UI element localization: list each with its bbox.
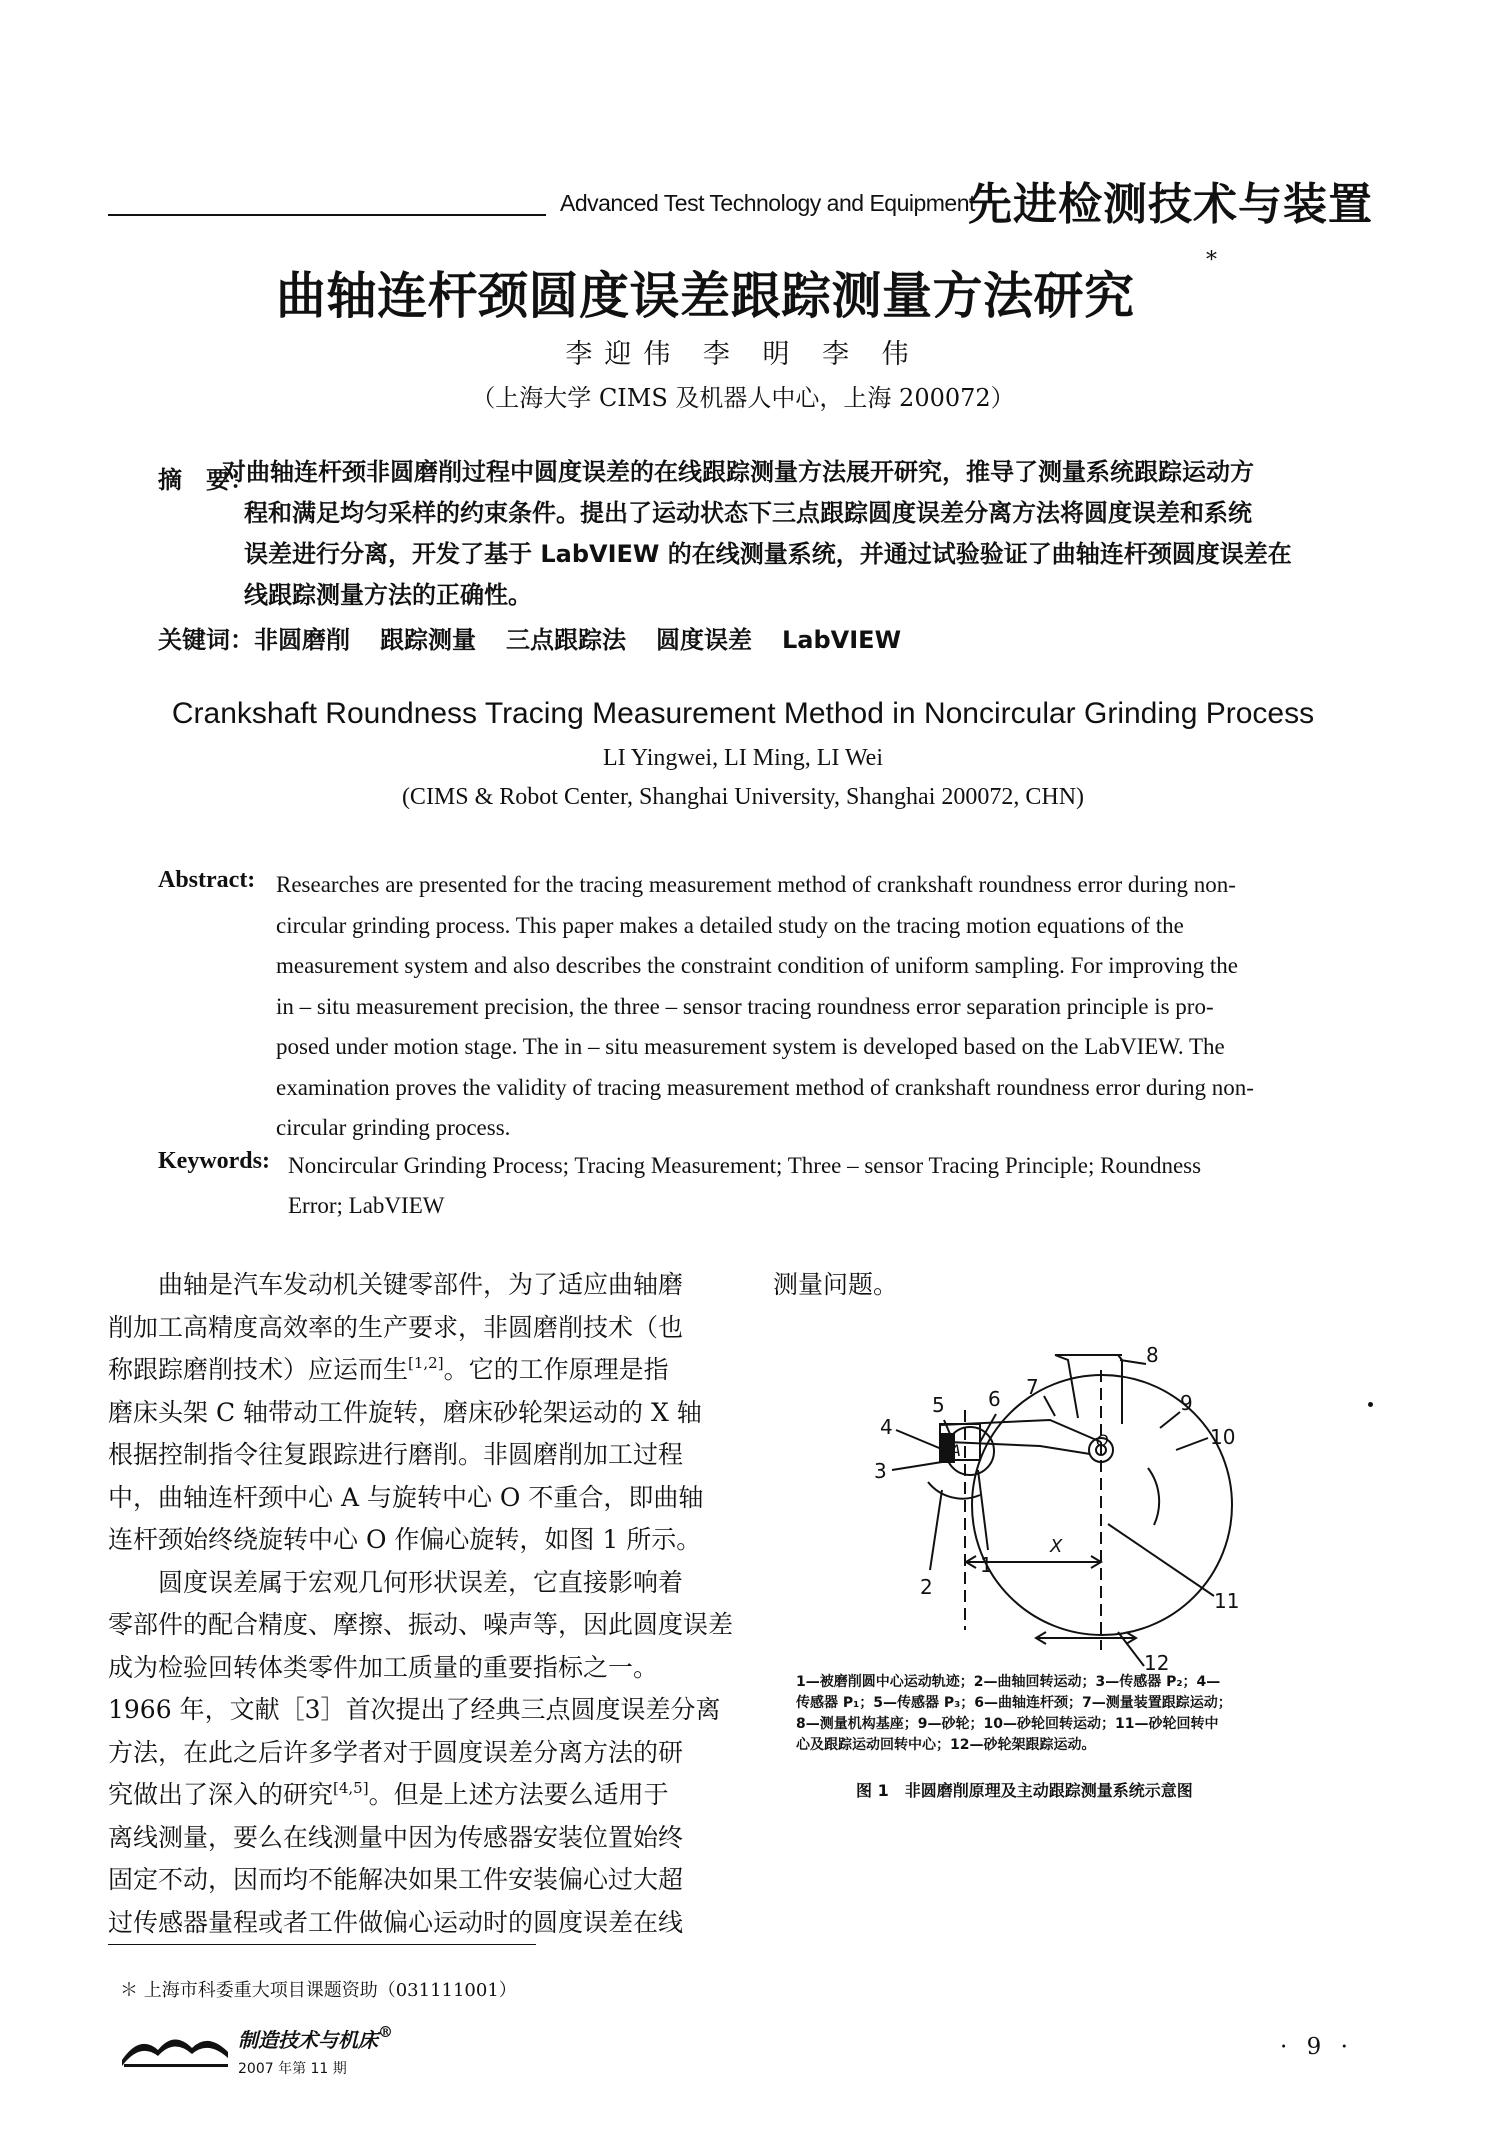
title-footnote-mark: * bbox=[1206, 248, 1217, 273]
footnote: ＊ 上海市科委重大项目课题资助（031111001） bbox=[120, 1980, 517, 2001]
keyword-cn: 三点跟踪法 bbox=[506, 626, 626, 654]
tracing-arm-lower bbox=[948, 1442, 1090, 1454]
body-line: 削加工高精度高效率的生产要求，非圆磨削技术（也 bbox=[108, 1312, 684, 1342]
section-title-en: Advanced Test Technology and Equipment bbox=[560, 190, 975, 216]
keyword-cn: LabVIEW bbox=[782, 626, 902, 654]
leader-7 bbox=[1044, 1396, 1055, 1416]
wheel-rotation-arc bbox=[1148, 1468, 1159, 1525]
journal-mark: ® bbox=[378, 2023, 393, 2041]
figure-axis-x: X bbox=[1050, 1536, 1063, 1557]
leader-1 bbox=[978, 1470, 988, 1550]
affiliation-cn: （上海大学 CIMS 及机器人中心，上海 200072） bbox=[471, 384, 1015, 412]
figure-legend-line: 1—被磨削圆中心运动轨迹；2—曲轴回转运动；3—传感器 P₂；4— bbox=[796, 1674, 1221, 1690]
leader-9 bbox=[1160, 1412, 1180, 1428]
figure-label-8: 8 bbox=[1146, 1343, 1159, 1367]
body-line: 测量问题。 bbox=[773, 1270, 899, 1299]
abstract-en-line: Researches are presented for the tracing measurement method of crankshaft roundness error during non- bbox=[276, 872, 1236, 897]
leader-10 bbox=[1176, 1438, 1208, 1450]
body-line: 中，曲轴连杆颈中心 A 与旋转中心 O 不重合，即曲轴 bbox=[108, 1482, 704, 1512]
journal-issue: 2007 年第 11 期 bbox=[238, 2061, 347, 2077]
body-line: 离线测量，要么在线测量中因为传感器安装位置始终 bbox=[108, 1822, 684, 1852]
keyword-cn: 圆度误差 bbox=[656, 626, 752, 654]
leader-4 bbox=[896, 1430, 944, 1450]
leader-6 bbox=[980, 1414, 996, 1442]
body-line: 1966 年，文献［3］首次提出了经典三点圆度误差分离 bbox=[108, 1695, 721, 1724]
figure-legend-line: 传感器 P₁；5—传感器 P₃；6—曲轴连杆颈；7—测量装置跟踪运动； bbox=[796, 1695, 1232, 1711]
figure-label-4: 4 bbox=[880, 1415, 893, 1439]
figure-caption: 图 1 非圆磨削原理及主动跟踪测量系统示意图 bbox=[856, 1781, 1193, 1800]
keywords-cn-label: 关键词： bbox=[158, 626, 254, 654]
abstract-en-line: measurement system and also describes the constraint condition of uniform sampling. For improving the bbox=[276, 953, 1238, 978]
keywords-en-label: Keywords: bbox=[158, 1148, 270, 1174]
body-line: 磨床头架 C 轴带动工件旋转，磨床砂轮架运动的 X 轴 bbox=[108, 1397, 702, 1427]
keywords-en-line: Error; LabVIEW bbox=[288, 1193, 445, 1218]
body-line: 固定不动，因而均不能解决如果工件安装偏心过大超 bbox=[108, 1865, 684, 1894]
abstract-en-label: Abstract: bbox=[158, 867, 256, 893]
figure-label-5: 5 bbox=[932, 1393, 945, 1417]
journal-name-text: 制造技术与机床 bbox=[238, 2028, 378, 2052]
body-line: 连杆颈始终绕旋转中心 O 作偏心旋转，如图 1 所示。 bbox=[108, 1525, 702, 1554]
abstract-cn-line: 误差进行分离，开发了基于 LabVIEW 的在线测量系统，并通过试验验证了曲轴连杆颈圆度误差在 bbox=[244, 540, 1292, 568]
body-text: 称跟踪磨削技术）应运而生 bbox=[108, 1355, 409, 1384]
figure-label-2: 2 bbox=[920, 1575, 933, 1599]
abstract-cn-line: 程和满足均匀采样的约束条件。提出了运动状态下三点跟踪圆度误差分离方法将圆度误差和系统 bbox=[244, 499, 1252, 527]
abstract-en bbox=[276, 865, 1386, 1149]
abstract-cn-line: 线跟踪测量方法的正确性。 bbox=[244, 581, 532, 609]
scan-dot bbox=[1368, 1402, 1373, 1407]
authors-cn: 李迎伟 李 明 李 伟 bbox=[565, 339, 921, 370]
leader-2 bbox=[930, 1490, 942, 1570]
keyword-cn: 非圆磨削 bbox=[254, 626, 350, 654]
figure-diagram bbox=[800, 1330, 1250, 1670]
figure-legend bbox=[796, 1672, 1376, 1756]
body-text: 。它的工作原理是指 bbox=[443, 1355, 669, 1384]
figure-point-a: A bbox=[950, 1441, 961, 1460]
figure-label-3: 3 bbox=[874, 1459, 887, 1483]
paper-title-cn: 曲轴连杆颈圆度误差跟踪测量方法研究 bbox=[276, 267, 1135, 325]
figure-label-1: 1 bbox=[980, 1553, 993, 1577]
figure-label-11: 11 bbox=[1214, 1589, 1240, 1613]
paper-title-en: Crankshaft Roundness Tracing Measurement Method in Noncircular Grinding Process bbox=[171, 697, 1315, 730]
body-text: 。但是上述方法要么适用于 bbox=[368, 1780, 669, 1809]
body-right-column bbox=[773, 1264, 898, 1307]
abstract-cn bbox=[222, 452, 1384, 616]
abstract-en-line: posed under motion stage. The in – situ measurement system is developed based on the LabVIEW. The bbox=[276, 1034, 1225, 1059]
section-title-cn: 先进检测技术与装置 bbox=[968, 179, 1373, 230]
abstract-en-line: in – situ measurement precision, the three – sensor tracing roundness error separation principle is pro- bbox=[276, 993, 1214, 1019]
body-left-column bbox=[108, 1264, 734, 1944]
measuring-base bbox=[1055, 1355, 1122, 1424]
figure-label-10: 10 bbox=[1210, 1425, 1236, 1449]
keyword-cn: 跟踪测量 bbox=[380, 626, 476, 654]
journal-name bbox=[238, 2024, 393, 2053]
body-line: 圆度误差属于宏观几何形状误差，它直接影响着 bbox=[158, 1567, 684, 1597]
leader-5 bbox=[944, 1420, 950, 1434]
keywords-en-line: Noncircular Grinding Process; Tracing Measurement; Three – sensor Tracing Principle; Roundness bbox=[288, 1153, 1202, 1178]
keywords-en bbox=[288, 1146, 1388, 1226]
leader-8 bbox=[1120, 1360, 1146, 1364]
body-line bbox=[108, 1349, 728, 1392]
abstract-en-line: circular grinding process. bbox=[276, 1115, 511, 1140]
body-line: 成为检验回转体类零件加工质量的重要指标之一。 bbox=[108, 1652, 659, 1682]
citation: [4,5] bbox=[333, 1779, 369, 1797]
body-line: 根据控制指令往复跟踪进行磨削。非圆磨削加工过程 bbox=[108, 1440, 684, 1469]
body-line: 零部件的配合精度、摩擦、振动、噪声等，因此圆度误差 bbox=[108, 1610, 734, 1639]
authors-en: LI Yingwei, LI Ming, LI Wei bbox=[602, 745, 884, 771]
logo-wave bbox=[122, 2039, 228, 2066]
body-text: 究做出了深入的研究 bbox=[108, 1780, 334, 1809]
figure-label-12: 12 bbox=[1144, 1651, 1170, 1670]
page-number: · 9 · bbox=[1280, 2034, 1354, 2060]
footnote-rule bbox=[108, 1944, 536, 1945]
keywords-cn bbox=[158, 620, 931, 655]
figure-legend-line: 8—测量机构基座；9—砂轮；10—砂轮回转运动；11—砂轮回转中 bbox=[796, 1716, 1219, 1732]
body-line: 方法，在此之后许多学者对于圆度误差分离方法的研 bbox=[108, 1737, 684, 1767]
leader-11 bbox=[1108, 1524, 1214, 1596]
journal-logo-icon bbox=[120, 2022, 232, 2074]
figure-label-6: 6 bbox=[988, 1387, 1001, 1411]
body-line: 过传感器量程或者工件做偏心运动时的圆度误差在线 bbox=[108, 1907, 684, 1937]
citation: [1,2] bbox=[408, 1354, 444, 1372]
abstract-en-line: examination proves the validity of tracing measurement method of crankshaft roundness error during non- bbox=[276, 1074, 1254, 1100]
body-line: 曲轴是汽车发动机关键零部件，为了适应曲轴磨 bbox=[158, 1270, 684, 1299]
leader-3 bbox=[892, 1462, 942, 1470]
body-line bbox=[108, 1774, 728, 1817]
abstract-cn-label: 摘 要： bbox=[158, 466, 254, 494]
figure-legend-line: 心及跟踪运动回转中心；12—砂轮架跟踪运动。 bbox=[796, 1737, 1096, 1753]
figure-label-9: 9 bbox=[1180, 1391, 1193, 1415]
figure-label-7: 7 bbox=[1026, 1375, 1039, 1399]
header-rule bbox=[108, 214, 546, 216]
abstract-cn-line: 对曲轴连杆颈非圆磨削过程中圆度误差的在线跟踪测量方法展开研究，推导了测量系统跟踪运动方 bbox=[222, 458, 1254, 486]
logo-base bbox=[124, 2064, 228, 2067]
figure-point-o: O bbox=[1096, 1431, 1109, 1450]
affiliation-en: (CIMS & Robot Center, Shanghai University, Shanghai 200072, CHN) bbox=[401, 784, 1085, 810]
abstract-en-line: circular grinding process. This paper makes a detailed study on the tracing motion equations of the bbox=[276, 912, 1184, 938]
